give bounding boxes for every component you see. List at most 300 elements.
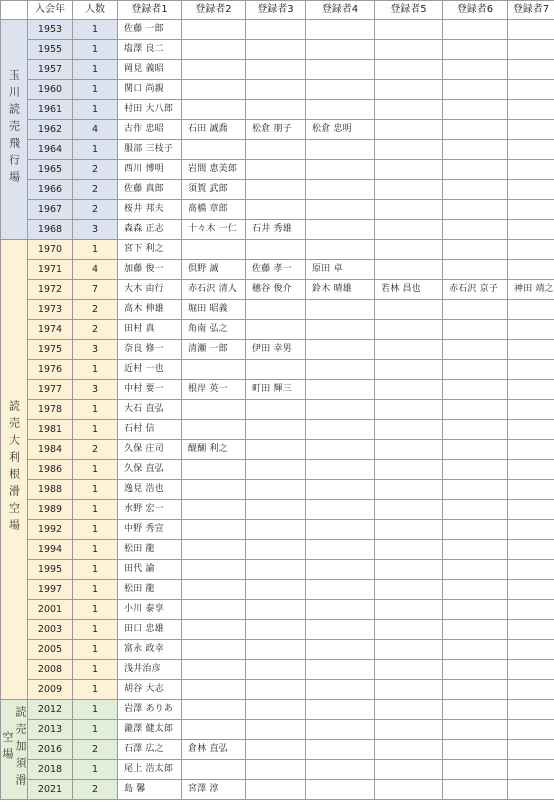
registrant-cell: 岩間 恵美郎 — [182, 160, 246, 180]
registrant-cell — [508, 20, 554, 40]
registrant-cell: 浅井治彦 — [118, 660, 182, 680]
table-row — [1, 140, 554, 160]
facility-name: 読売大利根滑空場 — [7, 400, 21, 536]
table-row — [1, 460, 554, 480]
registrant-cell: 大木 由行 — [118, 280, 182, 300]
join-year-cell: 1995 — [28, 560, 73, 580]
registrant-cell — [443, 480, 508, 500]
join-year-cell: 1967 — [28, 200, 73, 220]
registrant-cell: 久保 直弘 — [118, 460, 182, 480]
registrant-cell — [246, 180, 306, 200]
registrant-cell — [306, 520, 375, 540]
member-count-cell: 1 — [73, 600, 118, 620]
member-count-cell: 1 — [73, 140, 118, 160]
join-year-cell: 1961 — [28, 100, 73, 120]
registrant-cell — [246, 780, 306, 800]
table-body — [1, 20, 554, 800]
registrant-cell — [508, 100, 554, 120]
registrant-cell: 宮澤 淳 — [182, 780, 246, 800]
member-count-cell: 1 — [73, 520, 118, 540]
table-row — [1, 540, 554, 560]
registrant-cell — [375, 780, 443, 800]
member-count-cell: 1 — [73, 40, 118, 60]
corner-cell — [1, 1, 28, 20]
registrant-cell — [182, 60, 246, 80]
registrant-cell — [306, 680, 375, 700]
header-registrant-2: 登録者2 — [182, 1, 246, 20]
registrant-cell — [375, 340, 443, 360]
header-year: 入会年 — [28, 1, 73, 20]
registrant-cell — [443, 40, 508, 60]
registrant-cell — [182, 540, 246, 560]
registrant-cell: 高木 伸雄 — [118, 300, 182, 320]
registrant-cell: 伊田 幸男 — [246, 340, 306, 360]
registrant-cell — [246, 580, 306, 600]
registrant-cell — [443, 60, 508, 80]
registrant-cell — [508, 780, 554, 800]
registrant-cell: 小川 泰享 — [118, 600, 182, 620]
header-registrant-7: 登録者7 — [508, 1, 554, 20]
registrant-cell: 赤石沢 京子 — [443, 280, 508, 300]
registrant-cell — [246, 460, 306, 480]
registrant-cell: 赤石沢 清人 — [182, 280, 246, 300]
registrant-cell — [508, 380, 554, 400]
registrant-cell — [443, 740, 508, 760]
registrant-cell — [375, 20, 443, 40]
registrant-cell — [375, 700, 443, 720]
member-count-cell: 2 — [73, 180, 118, 200]
registrant-cell — [182, 240, 246, 260]
registrant-cell — [246, 600, 306, 620]
join-year-cell: 2018 — [28, 760, 73, 780]
member-count-cell: 1 — [73, 560, 118, 580]
registrant-cell — [246, 360, 306, 380]
registrant-cell: 田代 諭 — [118, 560, 182, 580]
registrant-cell — [508, 640, 554, 660]
registrant-cell — [443, 160, 508, 180]
member-count-cell: 1 — [73, 660, 118, 680]
registrant-cell — [306, 480, 375, 500]
join-year-cell: 1964 — [28, 140, 73, 160]
registrant-cell — [182, 400, 246, 420]
table-row — [1, 560, 554, 580]
join-year-cell: 1970 — [28, 240, 73, 260]
registrant-cell — [246, 80, 306, 100]
header-registrant-1: 登録者1 — [118, 1, 182, 20]
registrant-cell — [246, 100, 306, 120]
join-year-cell: 1972 — [28, 280, 73, 300]
registrant-cell — [306, 740, 375, 760]
registrant-cell — [306, 180, 375, 200]
registrant-cell — [508, 260, 554, 280]
table-row — [1, 620, 554, 640]
registrant-cell: 大石 直弘 — [118, 400, 182, 420]
registrant-cell — [508, 540, 554, 560]
join-year-cell: 1971 — [28, 260, 73, 280]
registrant-cell — [508, 220, 554, 240]
registrant-cell — [306, 20, 375, 40]
registrant-cell — [508, 760, 554, 780]
registrant-cell — [375, 500, 443, 520]
member-count-cell: 2 — [73, 300, 118, 320]
registrant-cell — [306, 420, 375, 440]
registrant-cell — [375, 460, 443, 480]
registrant-cell — [375, 760, 443, 780]
table-row — [1, 760, 554, 780]
table-row — [1, 220, 554, 240]
join-year-cell: 1978 — [28, 400, 73, 420]
registrant-cell — [246, 500, 306, 520]
registrant-cell — [443, 440, 508, 460]
join-year-cell: 1965 — [28, 160, 73, 180]
table-row — [1, 780, 554, 800]
registrant-cell: 石村 信 — [118, 420, 182, 440]
registrant-cell — [182, 720, 246, 740]
member-count-cell: 2 — [73, 160, 118, 180]
member-count-cell: 1 — [73, 760, 118, 780]
registrant-cell — [306, 620, 375, 640]
registrant-cell — [246, 420, 306, 440]
registrant-cell — [306, 100, 375, 120]
registrant-cell — [375, 260, 443, 280]
join-year-cell: 2016 — [28, 740, 73, 760]
member-count-cell: 1 — [73, 540, 118, 560]
registrant-cell — [443, 20, 508, 40]
registrant-cell — [443, 100, 508, 120]
registrant-cell — [182, 360, 246, 380]
registrant-cell — [182, 600, 246, 620]
registrant-cell — [443, 380, 508, 400]
join-year-cell: 1953 — [28, 20, 73, 40]
registrant-cell — [508, 60, 554, 80]
registrant-cell — [306, 760, 375, 780]
registrant-cell — [375, 420, 443, 440]
registrant-cell — [306, 720, 375, 740]
registrant-cell: 近村 一也 — [118, 360, 182, 380]
registrant-cell — [443, 80, 508, 100]
registrant-cell — [375, 440, 443, 460]
registrant-cell: 尾上 浩太郎 — [118, 760, 182, 780]
registrant-cell — [508, 360, 554, 380]
table-row — [1, 320, 554, 340]
table-row — [1, 180, 554, 200]
registrant-cell: 松田 龍 — [118, 540, 182, 560]
header-registrant-5: 登録者5 — [375, 1, 443, 20]
table-row — [1, 680, 554, 700]
registrant-cell — [182, 580, 246, 600]
registrant-cell — [246, 540, 306, 560]
registrant-cell — [182, 520, 246, 540]
registrant-cell — [508, 40, 554, 60]
registrant-cell: 佐藤 孝一 — [246, 260, 306, 280]
registrant-cell — [246, 40, 306, 60]
registrant-cell — [375, 200, 443, 220]
registrant-cell — [375, 300, 443, 320]
registrant-cell — [246, 700, 306, 720]
registrant-cell — [306, 580, 375, 600]
registrant-cell: 石田 誠喬 — [182, 120, 246, 140]
registrant-cell: 髙橋 章郎 — [182, 200, 246, 220]
registrant-cell — [306, 700, 375, 720]
registrant-cell: 田口 忠雄 — [118, 620, 182, 640]
table-row — [1, 260, 554, 280]
registrant-cell — [508, 340, 554, 360]
registrant-cell: 中村 要一 — [118, 380, 182, 400]
table-row — [1, 200, 554, 220]
registrant-cell — [443, 320, 508, 340]
registrant-cell — [246, 60, 306, 80]
registrant-cell — [182, 40, 246, 60]
registrant-cell: 松田 龍 — [118, 580, 182, 600]
member-count-cell: 2 — [73, 320, 118, 340]
registrant-cell — [375, 640, 443, 660]
join-year-cell: 2012 — [28, 700, 73, 720]
registrant-cell — [246, 440, 306, 460]
registrant-cell — [443, 560, 508, 580]
join-year-cell: 1966 — [28, 180, 73, 200]
facility-name: 読売加須滑空場 — [1, 705, 27, 791]
registrant-cell: 石井 秀雄 — [246, 220, 306, 240]
registrant-cell — [375, 620, 443, 640]
member-count-cell: 1 — [73, 400, 118, 420]
registrant-cell — [443, 780, 508, 800]
join-year-cell: 1989 — [28, 500, 73, 520]
registrant-cell: 胡谷 大志 — [118, 680, 182, 700]
registrant-cell — [443, 180, 508, 200]
registrant-cell — [375, 480, 443, 500]
join-year-cell: 2005 — [28, 640, 73, 660]
registrant-cell: 奈良 修一 — [118, 340, 182, 360]
registrant-cell — [306, 460, 375, 480]
registrant-cell — [306, 400, 375, 420]
registrant-cell — [375, 220, 443, 240]
registrant-cell — [443, 300, 508, 320]
registrant-cell — [182, 460, 246, 480]
member-count-cell: 1 — [73, 80, 118, 100]
registrant-cell — [443, 220, 508, 240]
registrant-cell — [508, 440, 554, 460]
registrant-cell — [182, 20, 246, 40]
registrant-cell — [246, 140, 306, 160]
registrant-cell — [182, 700, 246, 720]
member-count-cell: 1 — [73, 680, 118, 700]
member-count-cell: 1 — [73, 100, 118, 120]
join-year-cell: 1962 — [28, 120, 73, 140]
member-count-cell: 1 — [73, 620, 118, 640]
registrant-cell — [443, 640, 508, 660]
registrant-cell — [246, 680, 306, 700]
registrant-cell: 森森 正志 — [118, 220, 182, 240]
join-year-cell: 1974 — [28, 320, 73, 340]
join-year-cell: 1975 — [28, 340, 73, 360]
registrant-cell — [182, 560, 246, 580]
member-count-cell: 1 — [73, 500, 118, 520]
table-row — [1, 700, 554, 720]
table-row — [1, 360, 554, 380]
join-year-cell: 2013 — [28, 720, 73, 740]
registrant-cell — [306, 600, 375, 620]
registrant-cell — [306, 660, 375, 680]
registrant-cell — [306, 340, 375, 360]
registrant-cell — [375, 660, 443, 680]
join-year-cell: 1992 — [28, 520, 73, 540]
table-row — [1, 40, 554, 60]
table-row — [1, 520, 554, 540]
member-count-cell: 1 — [73, 480, 118, 500]
registrant-cell — [508, 580, 554, 600]
table-row — [1, 480, 554, 500]
registrant-cell — [508, 180, 554, 200]
registrant-cell — [508, 300, 554, 320]
registrant-cell — [306, 500, 375, 520]
registrant-cell — [375, 720, 443, 740]
registrant-cell — [443, 620, 508, 640]
registrant-cell — [508, 720, 554, 740]
table-row — [1, 120, 554, 140]
registrant-cell — [375, 680, 443, 700]
registrant-cell — [508, 500, 554, 520]
registrant-cell: 町田 輝三 — [246, 380, 306, 400]
registrant-cell: 角南 弘之 — [182, 320, 246, 340]
registrant-cell — [375, 60, 443, 80]
registrant-cell — [306, 440, 375, 460]
member-count-cell: 1 — [73, 640, 118, 660]
registrant-cell: 鈴木 晴雄 — [306, 280, 375, 300]
table-row — [1, 380, 554, 400]
table-row — [1, 440, 554, 460]
member-count-cell: 2 — [73, 780, 118, 800]
registrant-cell — [508, 680, 554, 700]
registrant-cell — [443, 400, 508, 420]
member-count-cell: 1 — [73, 720, 118, 740]
registrant-cell — [443, 660, 508, 680]
registrant-cell: 醍醐 利之 — [182, 440, 246, 460]
registrant-cell: 佐藤 真郎 — [118, 180, 182, 200]
member-count-cell: 1 — [73, 580, 118, 600]
registrant-cell — [306, 320, 375, 340]
registrant-cell — [246, 160, 306, 180]
header-count: 人数 — [73, 1, 118, 20]
join-year-cell: 1977 — [28, 380, 73, 400]
join-year-cell: 1986 — [28, 460, 73, 480]
join-year-cell: 1984 — [28, 440, 73, 460]
registrant-cell — [306, 40, 375, 60]
registrant-cell: 石澤 広之 — [118, 740, 182, 760]
table-row — [1, 60, 554, 80]
table-row — [1, 580, 554, 600]
join-year-cell: 1973 — [28, 300, 73, 320]
registrant-cell — [443, 140, 508, 160]
registrant-cell — [182, 640, 246, 660]
table-row — [1, 720, 554, 740]
registrant-cell — [375, 600, 443, 620]
registrant-cell — [306, 80, 375, 100]
registrant-cell — [443, 540, 508, 560]
table-row — [1, 660, 554, 680]
registrant-cell — [375, 540, 443, 560]
registrant-cell — [508, 460, 554, 480]
registrant-cell: 水野 宏一 — [118, 500, 182, 520]
registrant-cell — [508, 480, 554, 500]
registrant-cell: 倶野 誠 — [182, 260, 246, 280]
join-year-cell: 1976 — [28, 360, 73, 380]
registrant-cell — [508, 120, 554, 140]
registrant-cell: 堀田 昭義 — [182, 300, 246, 320]
registrant-cell — [246, 20, 306, 40]
registrant-cell — [508, 240, 554, 260]
registrant-cell: 塩澤 良二 — [118, 40, 182, 60]
registrant-cell — [375, 560, 443, 580]
header-registrant-4: 登録者4 — [306, 1, 375, 20]
facility-group-label — [1, 240, 28, 700]
registrant-cell: 関口 尚親 — [118, 80, 182, 100]
registrant-cell — [508, 200, 554, 220]
registrant-cell — [375, 160, 443, 180]
registrant-cell — [375, 120, 443, 140]
registrant-cell — [443, 720, 508, 740]
registrant-cell — [443, 580, 508, 600]
registrant-cell — [246, 520, 306, 540]
registrant-cell — [375, 320, 443, 340]
member-count-cell: 2 — [73, 200, 118, 220]
registrant-cell — [306, 780, 375, 800]
registrant-cell — [246, 660, 306, 680]
registrant-cell — [246, 720, 306, 740]
table-row — [1, 600, 554, 620]
registrant-cell — [246, 320, 306, 340]
registrant-cell — [306, 380, 375, 400]
registrant-cell — [182, 620, 246, 640]
registrant-cell — [375, 240, 443, 260]
registrant-cell: 逸見 浩也 — [118, 480, 182, 500]
registrant-cell: 島 馨 — [118, 780, 182, 800]
registrant-cell — [443, 500, 508, 520]
registrant-cell: 神田 靖之 — [508, 280, 554, 300]
table-row — [1, 280, 554, 300]
registrant-cell — [443, 240, 508, 260]
registrant-cell: 岡見 義昭 — [118, 60, 182, 80]
registrant-cell — [182, 420, 246, 440]
registrant-cell — [306, 540, 375, 560]
registrant-cell — [182, 140, 246, 160]
registrant-cell — [508, 520, 554, 540]
table-row — [1, 500, 554, 520]
registrant-cell: 岩澤 ありあ — [118, 700, 182, 720]
header-row — [1, 1, 554, 20]
member-count-cell: 1 — [73, 20, 118, 40]
join-year-cell: 2003 — [28, 620, 73, 640]
registrant-cell: 松倉 忠明 — [306, 120, 375, 140]
registrant-cell: 宮下 利之 — [118, 240, 182, 260]
table-row — [1, 740, 554, 760]
registrant-cell — [306, 140, 375, 160]
join-year-cell: 2021 — [28, 780, 73, 800]
registrant-cell — [443, 760, 508, 780]
table-row — [1, 420, 554, 440]
registrant-cell — [246, 760, 306, 780]
registrant-cell — [508, 700, 554, 720]
registrant-cell — [508, 400, 554, 420]
registrant-cell — [182, 80, 246, 100]
registrant-cell: 根岸 英一 — [182, 380, 246, 400]
registrant-cell: 中野 秀宣 — [118, 520, 182, 540]
registrant-cell — [306, 200, 375, 220]
join-year-cell: 1968 — [28, 220, 73, 240]
registrant-cell: 倉林 直弘 — [182, 740, 246, 760]
member-count-cell: 7 — [73, 280, 118, 300]
registrant-cell — [246, 640, 306, 660]
registrant-cell: 富永 政幸 — [118, 640, 182, 660]
